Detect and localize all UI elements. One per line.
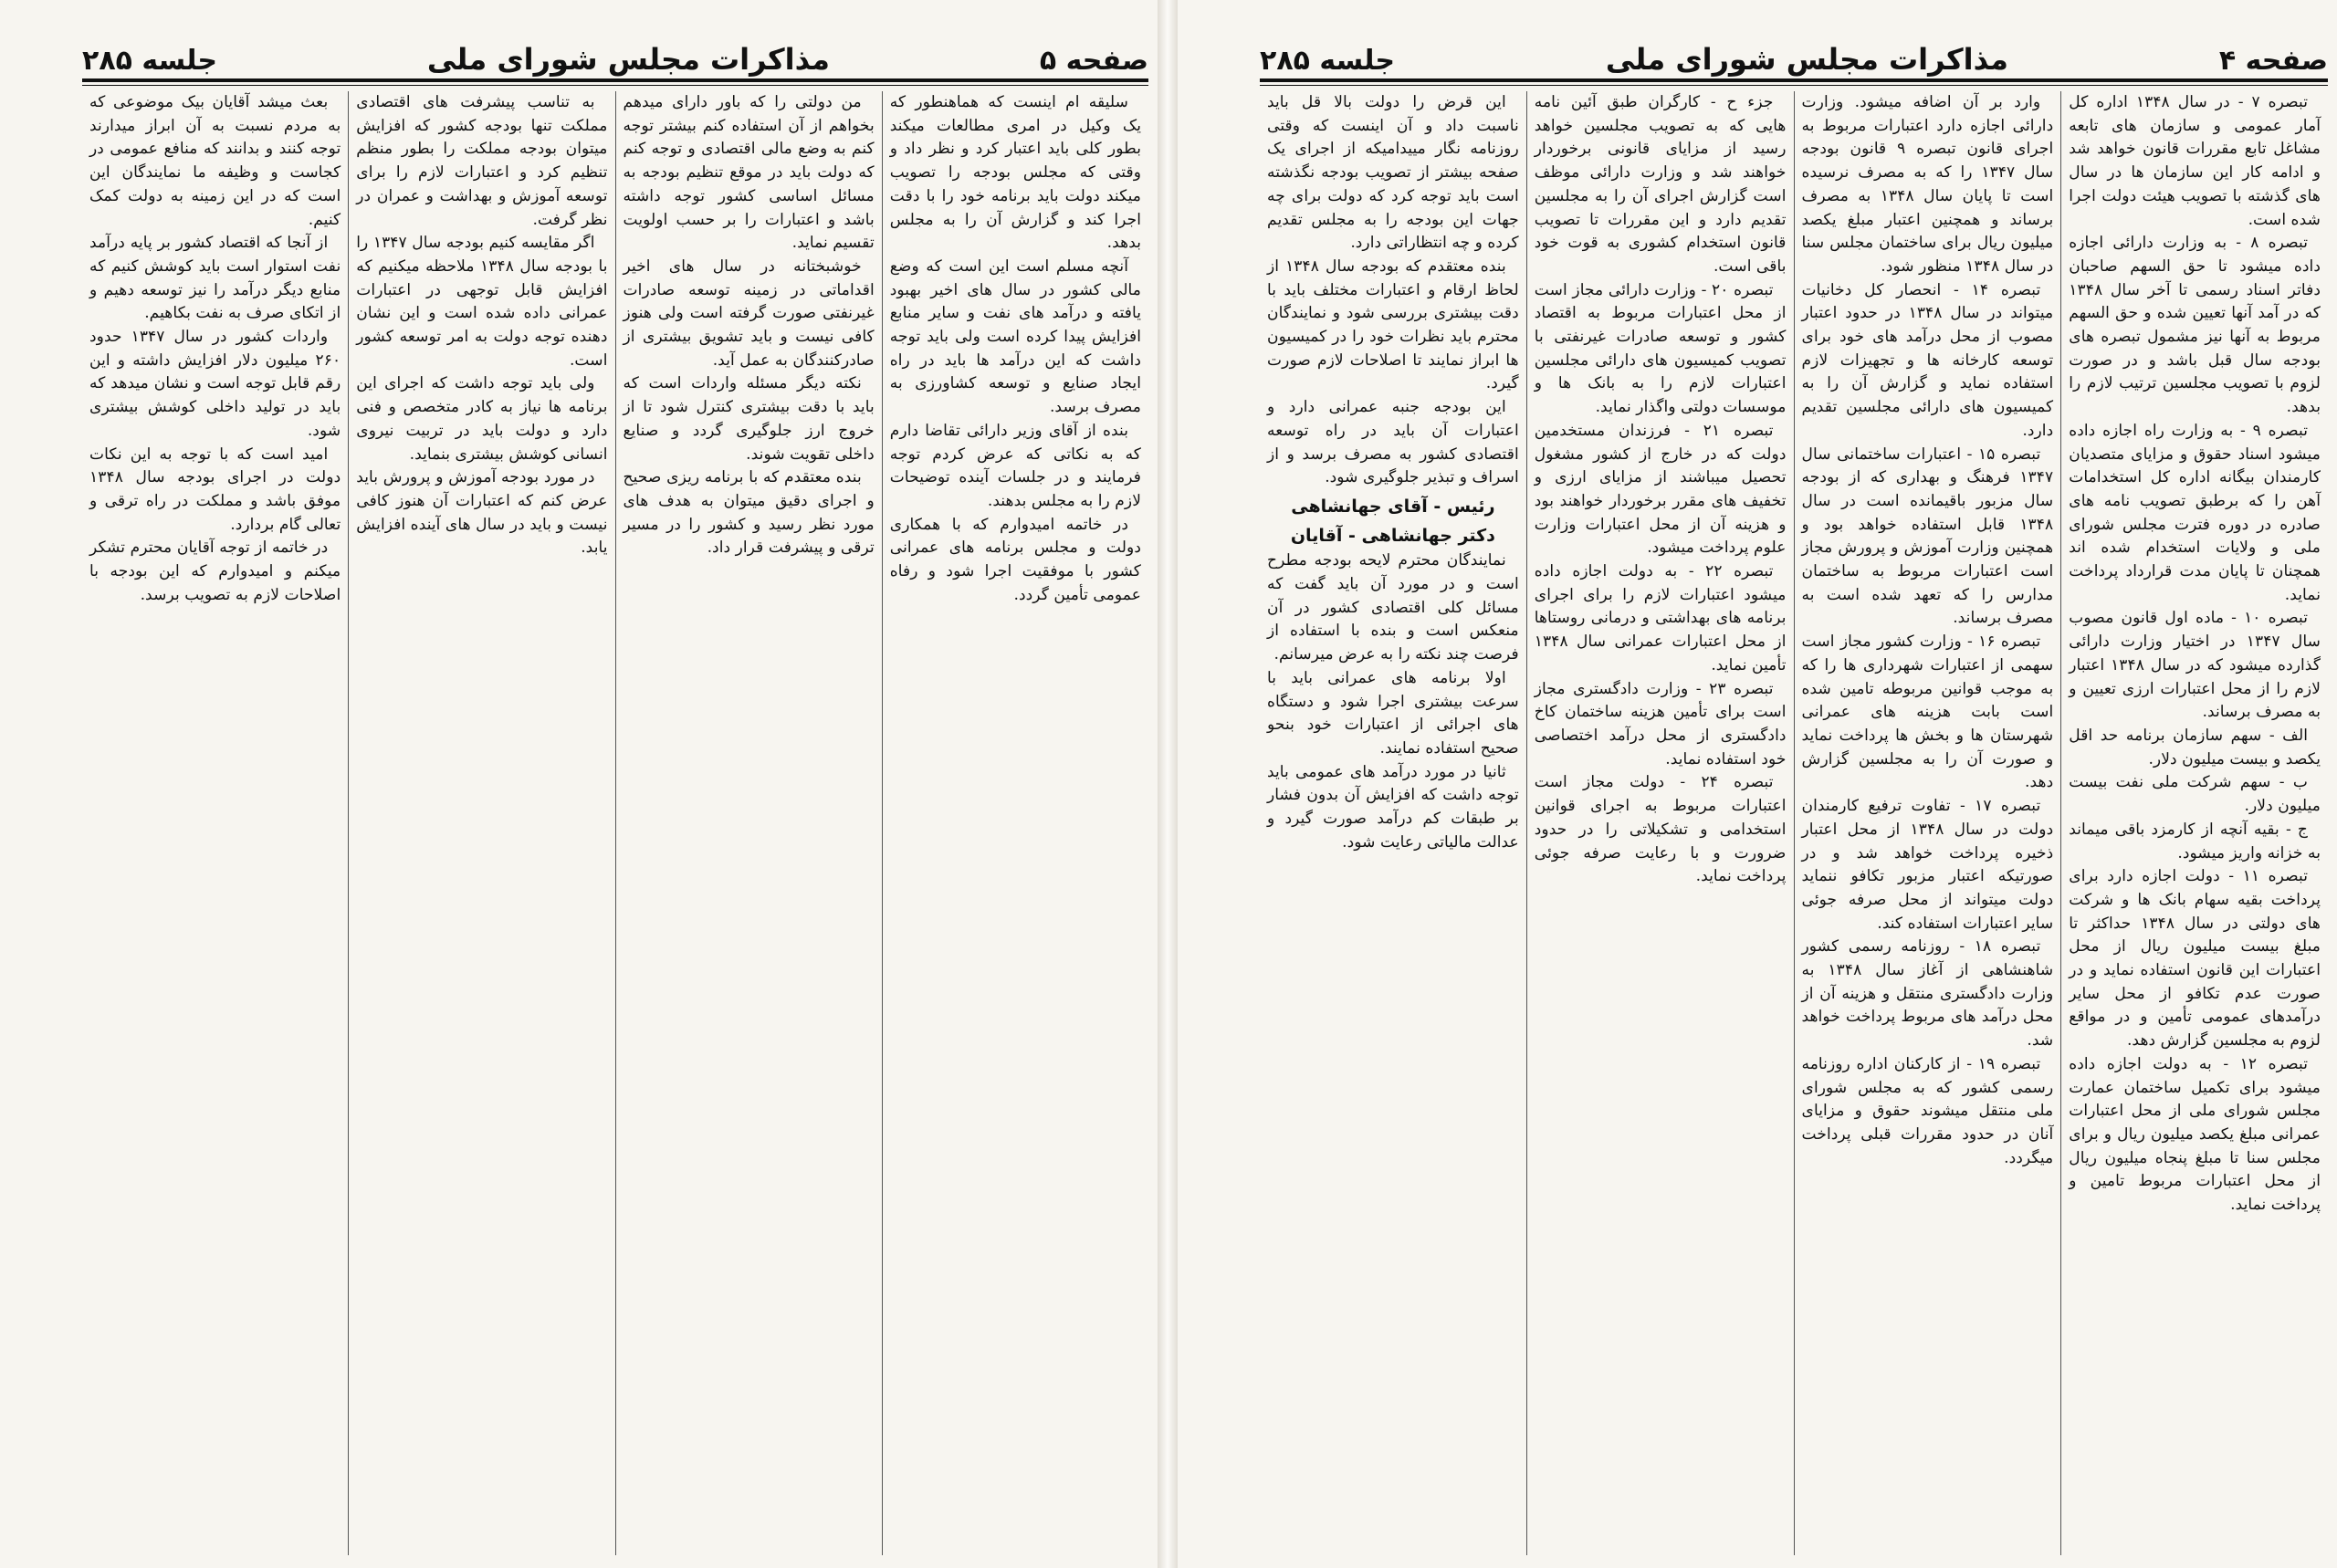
paragraph: خوشبختانه در سال های اخیر اقداماتی در زمینه توسعه صادرات غیرنفتی صورت گرفته است ولی هنوز کافی نیست و باید تشویق بیشتری از صادرکنندگان به عمل آید. xyxy=(623,256,875,370)
paragraph: آنچه مسلم است این است که وضع مالی کشور در سال های اخیر بهبود یافته و درآمد های نفت و سایر منابع افزایش پیدا کرده است ولی باید توجه داشت که این درآمد ها باید در راه ایجاد صنایع و توسعه کشاورزی به مصرف برسد. xyxy=(889,256,1141,417)
paragraph: جزء ح - کارگران طبق آئین نامه هایی که به تصویب مجلسین خواهد رسید از مزایای قانونی برخوردار خواهند شد و وزارت دارائی موظف است گزارش اجرای آن را به مجلسین تقدیم دارد و این مقررات تا تصویب قانون استخدام کشوری به قوت خود باقی است. xyxy=(1534,93,1787,276)
page-title: مذاکرات مجلس شورای ملی xyxy=(1605,42,2008,77)
paragraph: در مورد بودجه آموزش و پرورش باید عرض کنم که اعتبارات آن هنوز کافی نیست و باید در سال های آینده افزایش یابد. xyxy=(356,468,608,558)
paragraph: این بودجه جنبه عمرانی دارد و اعتبارات آن باید در راه توسعه اقتصادی کشور به مصرف برسد و از اسراف و تبذیر جلوگیری شود. xyxy=(1267,398,1519,487)
paragraph: تبصره ۱۹ - از کارکنان اداره روزنامه رسمی کشور که به مجلس شورای ملی منتقل میشوند حقوق و مزایای آنان در حدود مقررات قبلی پرداخت میگردد. xyxy=(1801,1054,2054,1167)
paragraph: تبصره ۲۰ - وزارت دارائی مجاز است از محل اعتبارات مربوط به اقتصاد کشور و توسعه صادرات غیرنفتی با تصویب کمیسیون های دارائی مجلسین اعتبارات لازم را به بانک ها و موسسات دولتی واگذار نماید. xyxy=(1534,280,1787,417)
paragraph: الف - سهم سازمان برنامه حد اقل یکصد و بیست میلیون دلار. xyxy=(2069,726,2321,768)
paragraph: ب - سهم شرکت ملی نفت بیست میلیون دلار. xyxy=(2069,773,2321,816)
paragraph: تبصره ۲۱ - فرزندان مستخدمین دولت که در خارج از کشور مشغول تحصیل میباشند از مزایای ارزی و تخفیف های مقرر برخوردار خواهند بود و هزینه آن از محل اعتبارات وزارت علوم پرداخت میشود. xyxy=(1534,421,1787,558)
paragraph: تبصره ۱۷ - تفاوت ترفیع کارمندان دولت در سال ۱۳۴۸ از محل اعتبار ذخیره پرداخت خواهد شد و در صورتیکه اعتبار مزبور تکافو ننماید دولت میتواند از محل صرفه جوئی سایر اعتبارات استفاده کند. xyxy=(1801,797,2054,933)
paragraph: اولا برنامه های عمرانی باید با سرعت بیشتری اجرا شود و دستگاه های اجرائی از اعتبارات خود بنحو صحیح استفاده نمایند. xyxy=(1267,668,1519,758)
text-column xyxy=(1527,91,1795,1555)
session-label: جلسه ۲۸۵ xyxy=(82,45,217,77)
paragraph: نمایندگان محترم لایحه بودجه مطرح است و در مورد آن باید گفت که مسائل کلی اقتصادی کشور در آن منعکس است و بنده با استفاده از فرصت چند نکته را به عرض میرسانم. xyxy=(1267,551,1519,664)
page-number: صفحه ۴ xyxy=(2218,45,2328,77)
paragraph: بنده از آقای وزیر دارائی تقاضا دارم که به نکاتی که عرض کردم توجه فرمایند و در جلسات آینده توضیحات لازم را به مجلس بدهند. xyxy=(889,421,1141,510)
paragraph: تبصره ۱۵ - اعتبارات ساختمانی سال ۱۳۴۷ فرهنگ و بهداری که از بودجه سال مزبور باقیمانده است در سال ۱۳۴۸ قابل استفاده خواهد بود و همچنین وزارت آموزش و پرورش مجاز است اعتبارات مربوط به ساختمان مدارس را که تعهد شده است به مصرف برساند. xyxy=(1801,444,2054,628)
page-left xyxy=(0,0,1158,1568)
paragraph: بنده معتقدم که بودجه سال ۱۳۴۸ از لحاظ ارقام و اعتبارات مختلف باید با دقت بیشتری بررسی شود و نمایندگان محترم باید نظرات خود را در کمیسیون ها ابراز نمایند تا اصلاحات لازم صورت گیرد. xyxy=(1267,256,1519,393)
header-rule xyxy=(82,78,1148,82)
paragraph: تبصره ۲۲ - به دولت اجازه داده میشود اعتبارات لازم را برای اجرای برنامه های بهداشتی و درمانی روستاها از محل اعتبارات عمرانی سال ۱۳۴۸ تأمین نماید. xyxy=(1534,562,1787,674)
page-title: مذاکرات مجلس شورای ملی xyxy=(426,42,830,77)
paragraph: امید است که با توجه به این نکات دولت در اجرای بودجه سال ۱۳۴۸ موفق باشد و مملکت در راه ترقی و تعالی گام بردارد. xyxy=(89,444,341,534)
paragraph: در خاتمه از توجه آقایان محترم تشکر میکنم و امیدوارم که این بودجه با اصلاحات لازم به تصویب برسد. xyxy=(89,538,341,604)
paragraph: تبصره ۱۲ - به دولت اجازه داده میشود برای تکمیل ساختمان عمارت مجلس شورای ملی از محل اعتبارات عمرانی مبلغ یکصد میلیون ریال و برای مجلس سنا تا مبلغ پنجاه میلیون ریال از محل اعتبارات مربوط تامین و پرداخت نماید. xyxy=(2069,1054,2321,1215)
paragraph: اگر مقایسه کنیم بودجه سال ۱۳۴۷ را با بودجه سال ۱۳۴۸ ملاحظه میکنیم که افزایش قابل توجهی در اعتبارات عمرانی داده شده است و این نشان دهنده توجه دولت به امر توسعه کشور است. xyxy=(356,234,608,370)
paragraph: ثانیا در مورد درآمد های عمومی باید توجه داشت که افزایش آن بدون فشار بر طبقات کم درآمد صورت گیرد و عدالت مالیاتی رعایت شود. xyxy=(1267,762,1519,852)
paragraph: من دولتی را که باور دارای میدهم بخواهم از آن استفاده کنم بیشتر توجه کنم به وضع مالی اقتصادی و توجه کنم که دولت باید در موقع تنظیم بودجه به مسائل اساسی کشور توجه داشته باشد و اعتبارات را بر حسب اولویت تقسیم نماید. xyxy=(623,93,875,253)
page-number: صفحه ۵ xyxy=(1039,45,1148,77)
paragraph: تبصره ۱۸ - روزنامه رسمی کشور شاهنشاهی از آغاز سال ۱۳۴۸ به وزارت دادگستری منتقل و هزینه آن از محل درآمد های مربوط پرداخت خواهد شد. xyxy=(1801,937,2054,1051)
paragraph: در خاتمه امیدوارم که با همکاری دولت و مجلس برنامه های عمرانی کشور با موفقیت اجرا شود و رفاه عمومی تأمین گردد. xyxy=(889,515,1141,604)
paragraph: ج - بقیه آنچه از کارمزد باقی میماند به خزانه واریز میشود. xyxy=(2069,820,2321,862)
header-rule xyxy=(1260,78,2328,82)
column-grid xyxy=(1260,91,2328,1555)
page-right xyxy=(1178,0,2337,1568)
paragraph: تبصره ۱۶ - وزارت کشور مجاز است سهمی از اعتبارات شهرداری ها را که به موجب قوانین مربوطه تامین شده است بابت هزینه های عمرانی شهرستان ها و بخش ها پرداخت نماید و صورت آن را به مجلسین گزارش دهد. xyxy=(1801,632,2054,792)
paragraph: از آنجا که اقتصاد کشور بر پایه درآمد نفت استوار است باید کوشش کنیم که منابع دیگر درآمد را نیز توسعه دهیم و از اتکای صرف به نفت بکاهیم. xyxy=(89,234,341,323)
paragraph: تبصره ۱۰ - ماده اول قانون مصوب سال ۱۳۴۷ در اختیار وزارت دارائی گذارده میشود که در سال ۱۳۴۸ اعتبار لازم را از محل اعتبارات ارزی تعیین و به مصرف برساند. xyxy=(2069,609,2321,722)
paragraph: تبصره ۸ - به وزارت دارائی اجازه داده میشود تا حق السهم صاحبان دفاتر اسناد رسمی تا آخر سال ۱۳۴۸ که در آمد آنها تعیین شده و حق السهم مربوط به آنها نیز مشمول تبصره های بودجه سال قبل باشد و در صورت لزوم با تصویب مجلسین ترتیب لازم را بدهد. xyxy=(2069,234,2321,417)
paragraph: تبصره ۲۴ - دولت مجاز است اعتبارات مربوط به اجرای قوانین استخدامی و تشکیلاتی را در حدود ضرورت و با رعایت صرفه جوئی پرداخت نماید. xyxy=(1534,773,1787,886)
paragraph: ولی باید توجه داشت که اجرای این برنامه ها نیاز به کادر متخصص و فنی دارد و دولت باید در تربیت نیروی انسانی کوشش بیشتری بنماید. xyxy=(356,374,608,464)
page-gutter xyxy=(1158,0,1178,1568)
paragraph: تبصره ۱۴ - انحصار کل دخانیات میتواند در سال ۱۳۴۸ در حدود اعتبار مصوب از محل درآمد های خود برای توسعه کارخانه ها و تجهیزات لازم استفاده نماید و گزارش آن را به کمیسیون های دارائی مجلسین تقدیم دارد. xyxy=(1801,280,2054,440)
header-rule-thin xyxy=(1260,85,2328,86)
paragraph: وارد بر آن اضافه میشود. وزارت دارائی اجازه دارد اعتبارات مربوط به اجرای قانون تبصره ۹ قانون بودجه سال ۱۳۴۷ را که به مصرف نرسیده است تا پایان سال ۱۳۴۸ به مصرف برساند و همچنین اعتبار مبلغ یکصد میلیون ریال برای ساختمان مجلس سنا در سال ۱۳۴۸ منظور شود. xyxy=(1801,93,2054,276)
text-column xyxy=(616,91,883,1555)
column-grid xyxy=(82,91,1148,1555)
text-column xyxy=(82,91,349,1555)
text-column xyxy=(883,91,1148,1555)
paragraph: سلیقه ام اینست که هماهنطور که یک وکیل در امری مطالعات میکند بطور کلی باید اعتبار کرد و نظر داد و وقتی که مجلس بودجه را تصویب میکند دولت باید برنامه خود را با دقت اجرا کند و گزارش آن را به مجلس بدهد. xyxy=(889,93,1141,253)
paragraph: واردات کشور در سال ۱۳۴۷ حدود ۲۶۰ میلیون دلار افزایش داشته و این رقم قابل توجه است و نشان میدهد که باید در تولید داخلی کوشش بیشتری شود. xyxy=(89,328,341,440)
paragraph: بنده معتقدم که با برنامه ریزی صحیح و اجرای دقیق میتوان به هدف های مورد نظر رسید و کشور را در مسیر ترقی و پیشرفت قرار داد. xyxy=(623,468,875,558)
paragraph: به تناسب پیشرفت های اقتصادی مملکت تنها بودجه کشور که افزایش میتوان بودجه مملکت را بطور منظم تنظیم کرد و اعتبارات لازم را برای توسعه آموزش و بهداشت و عمران در نظر گرفت. xyxy=(356,93,608,229)
page-header xyxy=(1260,35,2328,77)
text-column xyxy=(2061,91,2328,1555)
page-header xyxy=(82,35,1148,77)
paragraph: بعث میشد آقایان بیک موضوعی که به مردم نسبت به آن ابراز میدارند توجه کنند و بدانند که منافع عمومی در کجاست و وظیفه ما نمایندگان این است که در این زمینه به دولت کمک کنیم. xyxy=(89,93,341,229)
header-rule-thin xyxy=(82,85,1148,86)
text-column xyxy=(1795,91,2062,1555)
paragraph: نکته دیگر مسئله واردات است که باید با دقت بیشتری کنترل شود تا از خروج ارز جلوگیری گردد و صنایع داخلی تقویت شوند. xyxy=(623,374,875,464)
paragraph: تبصره ۹ - به وزارت راه اجازه داده میشود اسناد حقوق و مزایای متصدیان کارمندان بیگانه اداره کل استخدامات آهن را که برطبق تصویب نامه های صادره در دوره فترت مجلس شورای ملی و ولایات استخدام شده اند همچنان تا پایان مدت قرارداد پرداخت نماید. xyxy=(2069,421,2321,604)
paragraph: تبصره ۲۳ - وزارت دادگستری مجاز است برای تأمین هزینه ساختمان کاخ دادگستری از محل درآمد اختصاصی خود استفاده نماید. xyxy=(1534,679,1787,768)
speaker-heading: رئیس - آقای جهانشاهی xyxy=(1291,496,1495,517)
text-column xyxy=(349,91,615,1555)
paragraph: تبصره ۷ - در سال ۱۳۴۸ اداره کل آمار عمومی و سازمان های تابعه مشاغل تابع مقررات قانون خواهد شد و ادامه کار این سازمان ها در سال های گذشته با تصویب هیئت دولت اجرا شده است. xyxy=(2069,93,2321,229)
session-label: جلسه ۲۸۵ xyxy=(1260,45,1395,77)
text-column xyxy=(1260,91,1527,1555)
paragraph: تبصره ۱۱ - دولت اجازه دارد برای پرداخت بقیه سهام بانک ها و شرکت های دولتی در سال ۱۳۴۸ حداکثر تا مبلغ بیست میلیون ریال از محل اعتبارات این قانون استفاده نماید و در صورت عدم تکافو از محل سایر درآمدهای عمومی تأمین و در مواقع لزوم به مجلسین گزارش دهد. xyxy=(2069,867,2321,1051)
speaker-heading: دکتر جهانشاهی - آقایان xyxy=(1290,525,1495,546)
paragraph: این قرض را دولت بالا قل باید ناسبت داد و آن اینست که وقتی روزنامه نگار مییدامیکه از اجرای یک صفحه بیشتر از تصویب بودجه نگذشته است باید توجه کرد که دولت برای چه جهات این بودجه را به مجلس تقدیم کرده و چه انتظاراتی دارد. xyxy=(1267,93,1519,253)
